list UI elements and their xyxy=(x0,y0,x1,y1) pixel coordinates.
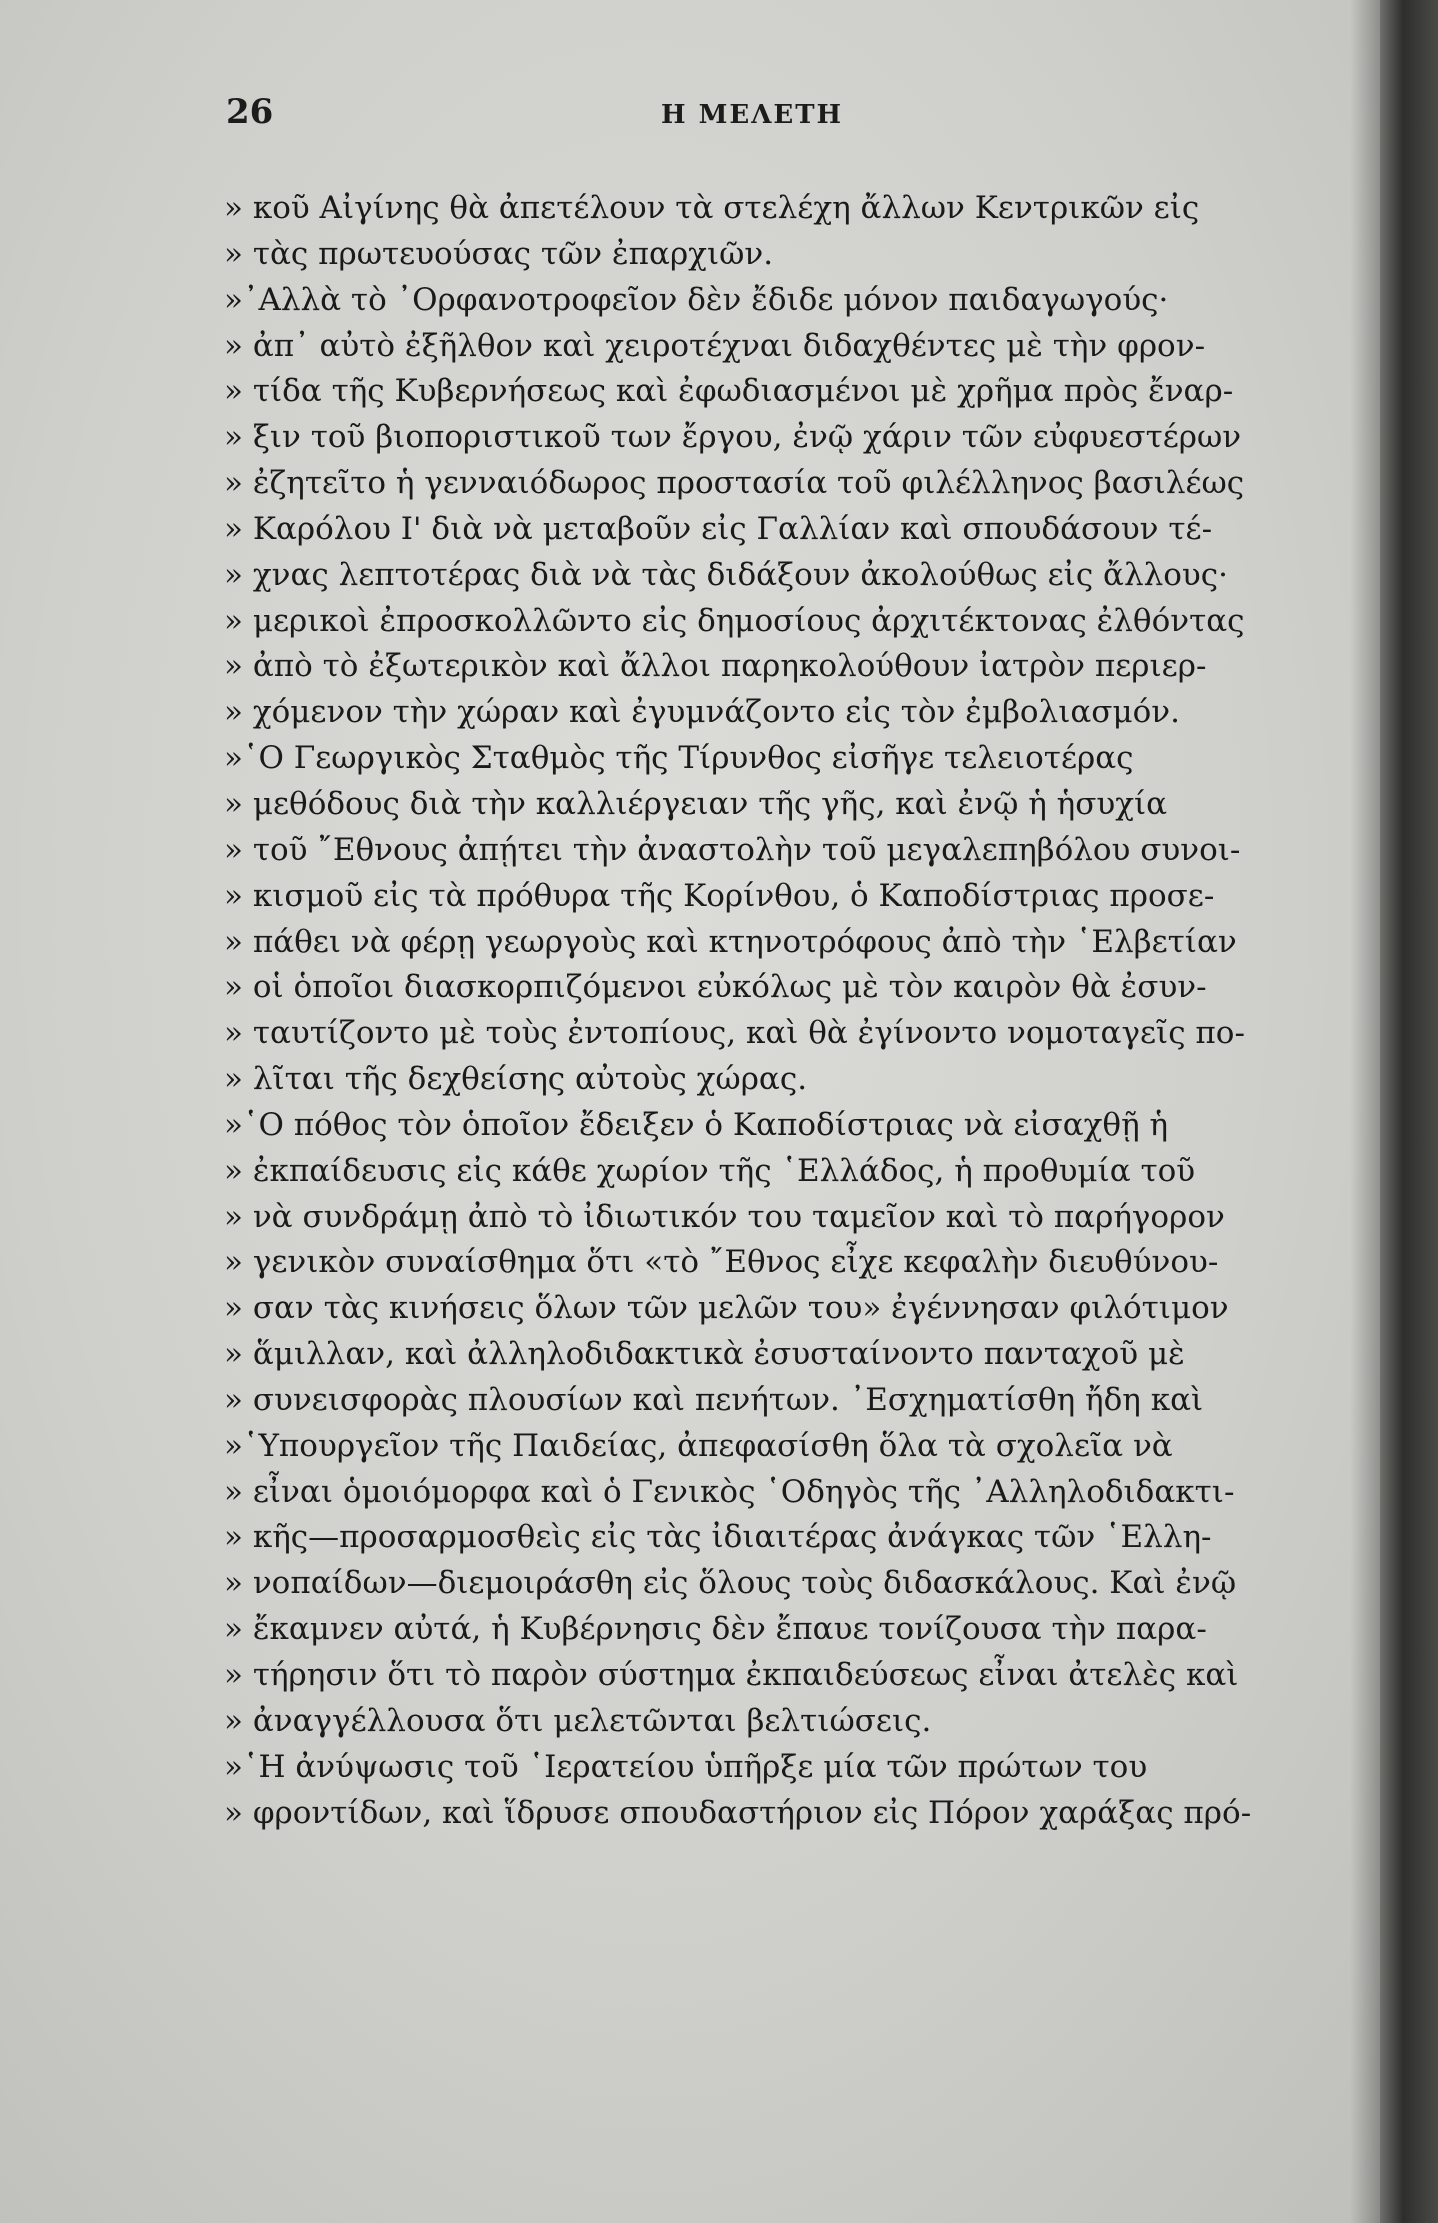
text-line: »῾Η ἀνύψωσις τοῦ ῾Ιερατείου ὑπῆρξε μία τῶν πρώτων του xyxy=(224,1748,1148,1785)
text-line: »῾Υπουργεῖον τῆς Παιδείας, ἀπεφασίσθη ὅλα τὰ σχολεῖα νὰ xyxy=(224,1427,1173,1464)
text-line: » τὰς πρωτευούσας τῶν ἐπαρχιῶν. xyxy=(224,235,774,272)
text-line: » πάθει νὰ φέρῃ γεωργοὺς καὶ κτηνοτρόφους ἀπὸ τὴν ῾Ελβετίαν xyxy=(224,923,1237,960)
text-line: » οἱ ὁποῖοι διασκορπιζόμενοι εὐκόλως μὲ τὸν καιρὸν θὰ ἐσυν- xyxy=(224,969,1207,1006)
text-line: » γενικὸν συναίσθημα ὅτι «τὸ ῎Εθνος εἶχε κεφαλὴν διευθύνου- xyxy=(224,1244,1219,1281)
text-line: »᾿Αλλὰ τὸ ᾿Ορφανοτροφεῖον δὲν ἔδιδε μόνον παιδαγωγούς· xyxy=(224,281,1169,318)
text-line: » κοῦ Αἰγίνης θὰ ἀπετέλουν τὰ στελέχη ἄλλων Κεντρικῶν εἰς xyxy=(224,190,1200,226)
text-line: » ταυτίζοντο μὲ τοὺς ἐντοπίους, καὶ θὰ ἐγίνοντο νομοταγεῖς πο- xyxy=(224,1015,1245,1052)
text-line: » ἅμιλλαν, καὶ ἀλληλοδιδακτικὰ ἐσυσταίνοντο πανταχοῦ μὲ xyxy=(224,1336,1185,1373)
page-gutter-shadow xyxy=(1350,0,1380,2223)
text-line: » ἀπ᾿ αὐτὸ ἐξῆλθον καὶ χειροτέχναι διδαχθέντες μὲ τὴν φρον- xyxy=(224,327,1206,364)
text-line: » ἐζητεῖτο ἡ γενναιόδωρος προστασία τοῦ φιλέλληνος βασιλέως xyxy=(224,465,1245,502)
text-line: » κῆς—προσαρμοσθεὶς εἰς τὰς ἰδιαιτέρας ἀνάγκας τῶν ῾Ελλη- xyxy=(224,1519,1212,1556)
body-text xyxy=(224,186,1284,1836)
text-line: » φροντίδων, καὶ ἵδρυσε σπουδαστήριον εἰς Πόρον χαράξας πρό- xyxy=(224,1794,1252,1831)
text-line: » ξιν τοῦ βιοποριστικοῦ των ἔργου, ἐνῷ χάριν τῶν εὐφυεστέρων xyxy=(224,419,1242,456)
text-line: » ἀναγγέλλουσα ὅτι μελετῶνται βελτιώσεις. xyxy=(224,1702,932,1739)
text-line: » Καρόλου Ι' διὰ νὰ μεταβοῦν εἰς Γαλλίαν καὶ σπουδάσουν τέ- xyxy=(224,510,1213,547)
text-line: » ἀπὸ τὸ ἐξωτερικὸν καὶ ἄλλοι παρηκολούθουν ἰατρὸν περιερ- xyxy=(224,648,1207,685)
text-line: » νὰ συνδράμῃ ἀπὸ τὸ ἰδιωτικόν του ταμεῖον καὶ τὸ παρήγορον xyxy=(224,1198,1225,1235)
text-line: » συνεισφορὰς πλουσίων καὶ πενήτων. ᾿Εσχηματίσθη ἤδη καὶ xyxy=(224,1381,1204,1418)
text-line: »῾Ο πόθος τὸν ὁποῖον ἔδειξεν ὁ Καποδίστριας νὰ εἰσαχθῇ ἡ xyxy=(224,1106,1169,1143)
text-line: » ἔκαμνεν αὐτά, ἡ Κυβέρνησις δὲν ἔπαυε τονίζουσα τὴν παρα- xyxy=(224,1611,1207,1648)
text-line: » νοπαίδων—διεμοιράσθη εἰς ὅλους τοὺς διδασκάλους. Καὶ ἐνῷ xyxy=(224,1565,1237,1602)
book-spine xyxy=(1380,0,1438,2223)
running-title: Η ΜΕΛΕΤΗ xyxy=(661,100,844,130)
text-line: » μεθόδους διὰ τὴν καλλιέργειαν τῆς γῆς, καὶ ἐνῷ ἡ ἡσυχία xyxy=(224,785,1168,822)
page-header xyxy=(226,92,1276,144)
text-line: » χόμενον τὴν χώραν καὶ ἐγυμνάζοντο εἰς τὸν ἐμβολιασμόν. xyxy=(224,694,1180,731)
text-line: » τίδα τῆς Κυβερνήσεως καὶ ἐφωδιασμένοι μὲ χρῆμα πρὸς ἔναρ- xyxy=(224,373,1234,410)
text-line: » τήρησιν ὅτι τὸ παρὸν σύστημα ἐκπαιδεύσεως εἶναι ἀτελὲς καὶ xyxy=(224,1657,1239,1693)
text-line: » εἶναι ὁμοιόμορφα καὶ ὁ Γενικὸς ῾Οδηγὸς τῆς ᾿Αλληλοδιδακτι- xyxy=(224,1473,1235,1510)
page-number: 26 xyxy=(226,92,274,132)
text-line: » σαν τὰς κινήσεις ὅλων τῶν μελῶν του» ἐγέννησαν φιλότιμον xyxy=(224,1290,1229,1327)
text-line: » ἐκπαίδευσις εἰς κάθε χωρίον τῆς ῾Ελλάδος, ἡ προθυμία τοῦ xyxy=(224,1152,1196,1189)
text-line: » κισμοῦ εἰς τὰ πρόθυρα τῆς Κορίνθου, ὁ Καποδίστριας προσε- xyxy=(224,877,1215,914)
text-line: » μερικοὶ ἐπροσκολλῶντο εἰς δημοσίους ἀρχιτέκτονας ἐλθόντας xyxy=(224,602,1245,639)
text-line: » λῖται τῆς δεχθείσης αὐτοὺς χώρας. xyxy=(224,1061,808,1098)
text-line: »῾Ο Γεωργικὸς Σταθμὸς τῆς Τίρυνθος εἰσῆγε τελειοτέρας xyxy=(224,740,1134,777)
text-line: » χνας λεπτοτέρας διὰ νὰ τὰς διδάξουν ἀκολούθως εἰς ἄλλους· xyxy=(224,556,1228,593)
text-line: » τοῦ ῎Εθνους ἀπῄτει τὴν ἀναστολὴν τοῦ μεγαλεπηβόλου συνοι- xyxy=(224,831,1241,868)
